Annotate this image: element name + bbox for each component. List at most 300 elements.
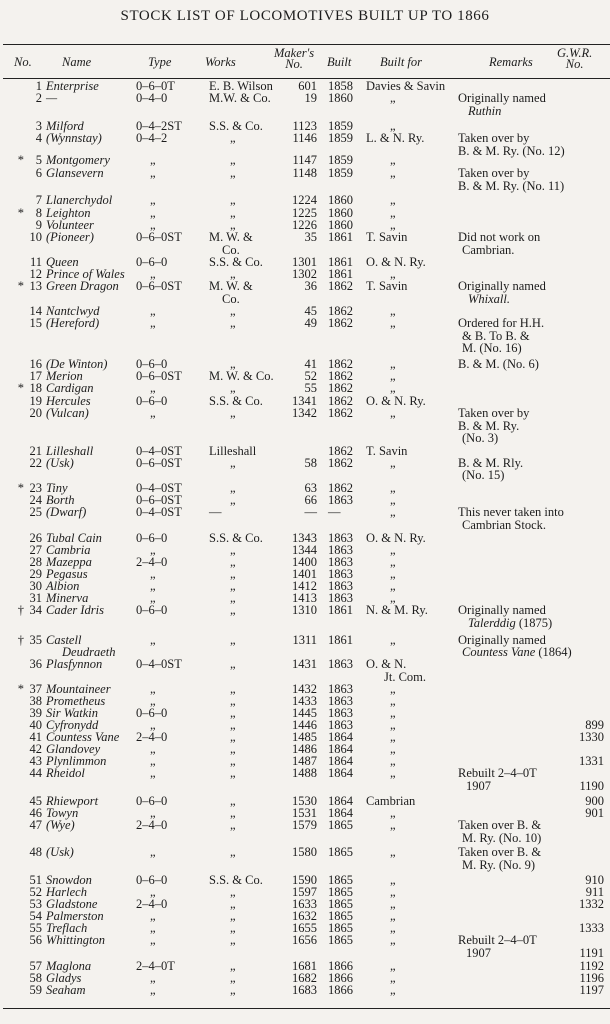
cell-loco-number: 6 [35,166,42,180]
cell-loco-number: 29 [29,567,42,581]
cell-works: „ [230,481,236,495]
cell-gwr-number: 911 [585,885,604,899]
cell-wheel-type: 0–6–0 [136,603,168,617]
cell-built-year: 1863 [328,579,353,593]
cell-loco-name: Cardigan [46,381,94,395]
cell-built-year: 1865 [328,873,353,887]
cell-built-year: 1862 [328,369,353,383]
cell-wheel-type: „ [150,406,156,420]
cell-built-for: O. & N. Ry. [366,531,426,545]
cell-built-for: Jt. Com. [384,670,427,684]
cell-built-for: „ [390,845,396,859]
cell-loco-number: 9 [35,218,42,232]
cell-loco-name: Queen [46,255,79,269]
cell-loco-number: 54 [29,909,42,923]
cell-loco-name: Mountaineer [46,682,111,696]
cell-loco-number: 8 [35,206,42,220]
cell-loco-number: 5 [35,153,42,167]
cell-remarks: Ordered for H.H. [458,316,545,330]
cell-built-for: „ [390,91,396,105]
header-name: Name [62,55,92,69]
header-remarks: Remarks [489,55,533,69]
cell-loco-name: Pegasus [46,567,88,581]
cell-makers-number: 1433 [292,694,317,708]
cell-works: „ [230,456,236,470]
cell-makers-number: 1301 [292,255,317,269]
cell-loco-number: 15 [29,316,42,330]
cell-marker: * [17,279,24,293]
cell-remarks: & B. To B. & [462,329,530,343]
cell-works: „ [230,304,236,318]
cell-wheel-type: „ [150,316,156,330]
cell-remarks: Did not work on [458,230,541,244]
cell-works: Lilleshall [209,444,257,458]
cell-remarks: B. & M. Ry. (No. 11) [458,179,565,193]
cell-remarks: Originally named [458,91,546,105]
cell-works: „ [230,885,236,899]
cell-built-for: „ [390,633,396,647]
cell-makers-number: 1655 [292,921,317,935]
cell-works: Co. [222,243,240,257]
cell-wheel-type: „ [150,983,156,997]
cell-built-year: 1862 [328,444,353,458]
cell-loco-number: 36 [29,657,42,671]
cell-wheel-type: 0–6–0 [136,357,168,371]
cell-built-for: „ [390,505,396,519]
header-makers-no [274,48,314,70]
cell-makers-number: 55 [304,381,317,395]
cell-built-for: „ [390,166,396,180]
cell-built-for: „ [390,983,396,997]
cell-wheel-type: 0–6–0T [136,79,175,93]
cell-built-for: „ [390,766,396,780]
cell-makers-number: 1412 [292,579,317,593]
cell-built-year: 1863 [328,706,353,720]
cell-works: „ [230,806,236,820]
cell-loco-name: (Vulcan) [46,406,89,420]
cell-built-year: 1864 [328,742,353,756]
cell-built-year: 1863 [328,657,353,671]
cell-built-for: „ [390,933,396,947]
cell-remarks: Talerddig (1875) [468,616,553,630]
cell-built-year: 1860 [328,193,353,207]
cell-built-for: „ [390,493,396,507]
header-gwr-no-line2: No. [565,57,584,71]
cell-remarks: (No. 3) [462,431,499,445]
cell-works: S.S. & Co. [209,873,263,887]
cell-wheel-type: „ [150,633,156,647]
cell-works: „ [230,603,236,617]
cell-gwr-number: 1332 [579,897,604,911]
remark-italic-name: Talerddig [468,616,516,630]
cell-works: „ [230,933,236,947]
cell-wheel-type: 2–4–0 [136,730,168,744]
cell-remarks: Rebuilt 2–4–0T [458,766,537,780]
cell-loco-name: Llanerchydol [46,193,113,207]
cell-works: „ [230,794,236,808]
cell-works: „ [230,909,236,923]
cell-remarks: Taken over by [458,406,530,420]
cell-wheel-type: 0–6–0ST [136,279,182,293]
cell-built-for: „ [390,193,396,207]
cell-loco-number: 25 [29,505,42,519]
cell-built-for: „ [390,579,396,593]
cell-makers-number: 58 [304,456,317,470]
cell-wheel-type: „ [150,742,156,756]
cell-built-year: 1859 [328,131,353,145]
cell-loco-number: 55 [29,921,42,935]
cell-loco-number: 53 [29,897,42,911]
cell-wheel-type: 2–4–0 [136,555,168,569]
cell-works: „ [230,742,236,756]
cell-built-year: 1863 [328,591,353,605]
cell-wheel-type: „ [150,933,156,947]
cell-loco-number: 30 [29,579,42,593]
cell-loco-number: 34 [29,603,42,617]
cell-works: M. W. & [209,279,253,293]
cell-built-year: — [328,505,341,519]
cell-marker: * [17,682,24,696]
cell-works: „ [230,971,236,985]
cell-makers-number: 1487 [292,754,317,768]
cell-wheel-type: „ [150,153,156,167]
cell-makers-number: 52 [304,369,317,383]
table-row [0,859,610,872]
cell-loco-name: Albion [46,579,80,593]
cell-loco-number: 7 [35,193,42,207]
cell-wheel-type: „ [150,166,156,180]
cell-built-for: N. & M. Ry. [366,603,428,617]
cell-built-for: „ [390,591,396,605]
cell-makers-number: 19 [304,91,317,105]
cell-makers-number: 1446 [292,718,317,732]
cell-gwr-number: 901 [585,806,604,820]
cell-wheel-type: 2–4–0T [136,959,175,973]
cell-loco-name: Rheidol [46,766,85,780]
cell-makers-number: — [304,505,317,519]
cell-loco-name: Montgomery [46,153,110,167]
cell-remarks: Taken over B. & [458,845,542,859]
table-row [0,105,610,118]
cell-built-year: 1860 [328,218,353,232]
cell-wheel-type: „ [150,718,156,732]
cell-loco-number: 58 [29,971,42,985]
cell-wheel-type: „ [150,591,156,605]
cell-built-year: 1865 [328,933,353,947]
cell-loco-name: (Wye) [46,818,75,832]
cell-loco-number: 31 [29,591,42,605]
cell-wheel-type: „ [150,682,156,696]
cell-loco-number: 21 [29,444,42,458]
cell-wheel-type: 0–6–0 [136,394,168,408]
cell-makers-number: 1123 [292,119,317,133]
cell-loco-number: 44 [29,766,42,780]
header-makers-no-line1: Maker's [274,46,315,60]
cell-loco-number: 39 [29,706,42,720]
cell-gwr-number: 1331 [579,754,604,768]
cell-makers-number: 36 [304,279,317,293]
cell-loco-name: Glandovey [46,742,101,756]
cell-loco-name: Glansevern [46,166,104,180]
cell-makers-number: 1683 [292,983,317,997]
cell-built-for: „ [390,971,396,985]
cell-built-year: 1865 [328,885,353,899]
cell-makers-number: 1310 [292,603,317,617]
cell-remarks: Ruthin [468,104,502,118]
cell-built-for: „ [390,304,396,318]
cell-works: M.W. & Co. [209,91,271,105]
cell-loco-name: Gladys [46,971,82,985]
cell-loco-number: 4 [35,131,42,145]
cell-works: M. W. & [209,230,253,244]
cell-loco-number: 51 [29,873,42,887]
cell-loco-number: 3 [35,119,42,133]
cell-wheel-type: „ [150,845,156,859]
table-row [0,658,610,671]
cell-works: „ [230,682,236,696]
cell-built-for: „ [390,357,396,371]
cell-marker: † [17,633,24,647]
cell-gwr-number: 1191 [579,946,604,960]
cell-makers-number: 1225 [292,206,317,220]
cell-loco-name: Leighton [46,206,91,220]
cell-wheel-type: „ [150,267,156,281]
cell-gwr-number: 1190 [579,779,604,793]
cell-built-for: „ [390,897,396,911]
cell-wheel-type: „ [150,567,156,581]
cell-wheel-type: „ [150,909,156,923]
cell-loco-name: Cyfronydd [46,718,99,732]
cell-remarks: 1907 [466,946,491,960]
cell-built-for: „ [390,730,396,744]
cell-built-for: „ [390,406,396,420]
cell-loco-name: Whittington [46,933,106,947]
cell-remarks: M. (No. 16) [462,341,522,355]
cell-works: „ [230,381,236,395]
cell-works: „ [230,706,236,720]
cell-works: „ [230,267,236,281]
cell-loco-number: 23 [29,481,42,495]
header-makers-no-line2: No. [285,57,303,71]
cell-built-year: 1862 [328,481,353,495]
cell-works: „ [230,983,236,997]
cell-makers-number: 1632 [292,909,317,923]
cell-loco-number: 17 [29,369,42,383]
cell-makers-number: 1633 [292,897,317,911]
cell-built-year: 1859 [328,119,353,133]
cell-makers-number: 1342 [292,406,317,420]
cell-works: „ [230,718,236,732]
cell-wheel-type: 0–4–0ST [136,657,182,671]
cell-wheel-type: 0–6–0ST [136,456,182,470]
cell-loco-number: 41 [29,730,42,744]
cell-loco-number: 2 [35,91,42,105]
cell-works: „ [230,153,236,167]
cell-loco-name: Cader Idris [46,603,104,617]
cell-makers-number: 1226 [292,218,317,232]
cell-loco-name: — [46,91,58,105]
cell-works: „ [230,555,236,569]
cell-built-year: 1866 [328,959,353,973]
cell-loco-name: (Usk) [46,456,74,470]
cell-built-year: 1865 [328,845,353,859]
cell-wheel-type: „ [150,885,156,899]
cell-makers-number: 1486 [292,742,317,756]
cell-makers-number: 66 [304,493,317,507]
cell-works: „ [230,131,236,145]
cell-built-year: 1863 [328,682,353,696]
cell-loco-name: Milford [46,119,84,133]
cell-gwr-number: 1192 [579,959,604,973]
cell-works: S.S. & Co. [209,119,263,133]
cell-built-year: 1860 [328,91,353,105]
cell-built-year: 1863 [328,694,353,708]
cell-wheel-type: 0–6–0ST [136,493,182,507]
cell-works: „ [230,543,236,557]
cell-loco-number: 42 [29,742,42,756]
cell-wheel-type: 0–6–0 [136,706,168,720]
cell-built-for: O. & N. Ry. [366,394,426,408]
cell-built-year: 1859 [328,153,353,167]
cell-built-year: 1866 [328,971,353,985]
cell-built-year: 1863 [328,531,353,545]
cell-works: „ [230,166,236,180]
cell-makers-number: 63 [304,481,317,495]
cell-makers-number: 49 [304,316,317,330]
cell-gwr-number: 1333 [579,921,604,935]
cell-loco-name: (De Winton) [46,357,108,371]
cell-built-for: „ [390,369,396,383]
cell-loco-name: Merion [46,369,83,383]
cell-remarks: This never taken into [458,505,564,519]
cell-loco-name: Borth [46,493,75,507]
cell-remarks: Cambrian Stock. [462,518,547,532]
cell-built-for: „ [390,267,396,281]
cell-gwr-number: 900 [585,794,604,808]
cell-built-year: 1862 [328,456,353,470]
cell-wheel-type: 0–4–2ST [136,119,182,133]
cell-wheel-type: 2–4–0 [136,818,168,832]
table-row [0,180,610,193]
cell-wheel-type: „ [150,543,156,557]
cell-wheel-type: „ [150,218,156,232]
cell-built-for: „ [390,873,396,887]
remark-italic-name: Countess Vane [462,645,536,659]
cell-remarks: Taken over B. & [458,818,542,832]
cell-works: „ [230,959,236,973]
cell-works: S.S. & Co. [209,394,263,408]
table-row [0,832,610,845]
cell-built-year: 1862 [328,279,353,293]
table-row [0,617,610,630]
cell-built-year: 1861 [328,255,353,269]
cell-loco-name: (Wynnstay) [46,131,102,145]
cell-built-for: L. & N. Ry. [366,131,425,145]
cell-works: „ [230,766,236,780]
cell-built-year: 1860 [328,206,353,220]
cell-loco-name: Nantclwyd [46,304,100,318]
cell-makers-number: 1590 [292,873,317,887]
cell-loco-name: Sir Watkin [46,706,98,720]
cell-loco-name: Deudraeth [62,645,116,659]
cell-makers-number: 1681 [292,959,317,973]
cell-wheel-type: 0–4–0 [136,91,168,105]
cell-loco-number: 20 [29,406,42,420]
cell-loco-number: 48 [29,845,42,859]
cell-works: „ [230,406,236,420]
cell-loco-name: Towyn [46,806,79,820]
cell-loco-name: Prometheus [46,694,106,708]
cell-remarks: Rebuilt 2–4–0T [458,933,537,947]
cell-loco-name: Enterprise [46,79,99,93]
cell-built-year: 1865 [328,897,353,911]
cell-built-year: 1863 [328,493,353,507]
cell-marker: † [17,603,24,617]
cell-makers-number: 1432 [292,682,317,696]
cell-loco-number: 43 [29,754,42,768]
cell-makers-number: 1224 [292,193,317,207]
cell-marker: * [17,153,24,167]
cell-works: „ [230,579,236,593]
cell-remarks: Originally named [458,603,546,617]
cell-makers-number: 1401 [292,567,317,581]
cell-makers-number: 1488 [292,766,317,780]
cell-works: S.S. & Co. [209,255,263,269]
cell-built-year: 1862 [328,357,353,371]
cell-loco-number: 18 [29,381,42,395]
header-type: Type [148,55,172,69]
cell-works: „ [230,591,236,605]
cell-loco-number: 14 [29,304,42,318]
cell-makers-number: 41 [304,357,317,371]
cell-loco-name: (Usk) [46,845,74,859]
cell-remarks: Taken over by [458,166,530,180]
cell-remarks: B. & M. Ry. (No. 12) [458,144,565,158]
cell-built-year: 1866 [328,983,353,997]
cell-gwr-number: 1330 [579,730,604,744]
cell-built-year: 1864 [328,754,353,768]
cell-loco-number: 40 [29,718,42,732]
cell-wheel-type: 0–4–0ST [136,444,182,458]
cell-built-for: „ [390,543,396,557]
cell-built-for: „ [390,567,396,581]
cell-loco-number: 35 [29,633,42,647]
cell-makers-number: 601 [298,79,317,93]
cell-loco-name: (Dwarf) [46,505,87,519]
cell-makers-number: 1302 [292,267,317,281]
cell-loco-name: Cambria [46,543,91,557]
cell-makers-number: 1344 [292,543,317,557]
table-row [0,92,610,105]
cell-built-for: Davies & Savin [366,79,446,93]
cell-built-for: „ [390,456,396,470]
cell-built-for: „ [390,959,396,973]
cell-wheel-type: 0–6–0ST [136,230,182,244]
cell-built-for: Cambrian [366,794,416,808]
cell-wheel-type: „ [150,921,156,935]
cell-built-for: „ [390,909,396,923]
cell-loco-number: 19 [29,394,42,408]
cell-loco-name: Treflach [46,921,88,935]
cell-remarks: Originally named [458,633,546,647]
cell-works: „ [230,694,236,708]
cell-loco-name: Prince of Wales [46,267,125,281]
cell-works: „ [230,567,236,581]
cell-loco-name: Green Dragon [46,279,119,293]
cell-loco-name: Palmerston [46,909,104,923]
cell-makers-number: 1341 [292,394,317,408]
cell-loco-name: Lilleshall [46,444,94,458]
